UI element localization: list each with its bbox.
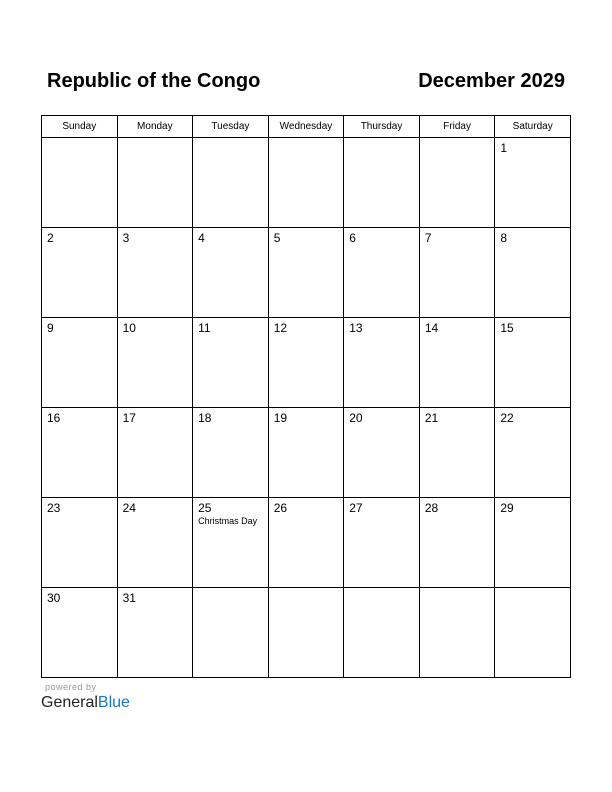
- day-number: 21: [424, 411, 439, 425]
- day-cell: [193, 228, 269, 318]
- powered-by-label: powered by: [45, 682, 97, 692]
- day-number: 18: [198, 411, 212, 425]
- day-cell: [42, 138, 118, 228]
- week-row: [42, 408, 571, 498]
- day-cell: [419, 138, 495, 228]
- holiday-label: Christmas Day: [198, 516, 258, 526]
- day-number: 6: [349, 231, 356, 245]
- day-cell: [495, 228, 571, 318]
- day-number: 1: [500, 141, 508, 155]
- weekday-header: Wednesday: [268, 116, 344, 138]
- day-cell: [117, 408, 193, 498]
- day-number: 24: [122, 501, 136, 515]
- week-row: [42, 228, 571, 318]
- day-cell: [193, 138, 269, 228]
- day-cell: [344, 318, 420, 408]
- weekday-header: Tuesday: [193, 116, 269, 138]
- calendar-grid: [41, 115, 571, 678]
- day-cell: [268, 408, 344, 498]
- day-cell: [495, 408, 571, 498]
- day-number: 27: [349, 501, 363, 515]
- day-number: 15: [500, 321, 514, 335]
- day-cell: [268, 318, 344, 408]
- day-cell: [117, 228, 193, 318]
- day-cell: [193, 408, 269, 498]
- day-cell: [419, 408, 495, 498]
- day-cell: [495, 588, 571, 678]
- weekday-header: Monday: [117, 116, 193, 138]
- weekday-header: Friday: [419, 116, 495, 138]
- country-title: Republic of the Congo: [47, 70, 261, 92]
- day-number: 19: [273, 411, 288, 425]
- day-number: 28: [424, 501, 439, 515]
- day-number: 12: [273, 321, 288, 335]
- day-cell: [495, 318, 571, 408]
- weekday-header: Thursday: [344, 116, 420, 138]
- month-title: December 2029: [418, 70, 565, 92]
- day-cell: [42, 228, 118, 318]
- day-number: 4: [198, 231, 205, 245]
- day-cell: [117, 588, 193, 678]
- day-cell: [193, 318, 269, 408]
- day-number: 5: [273, 231, 281, 245]
- day-cell: [344, 228, 420, 318]
- week-row: [42, 138, 571, 228]
- day-number: 2: [47, 231, 54, 245]
- day-cell: [344, 408, 420, 498]
- weekday-header: Saturday: [495, 116, 571, 138]
- day-cell: [42, 498, 118, 588]
- day-number: 31: [122, 591, 136, 605]
- day-cell: [419, 498, 495, 588]
- day-number: 29: [500, 501, 514, 515]
- day-cell: [344, 588, 420, 678]
- day-cell: [419, 228, 495, 318]
- day-cell: [268, 228, 344, 318]
- day-cell: [42, 408, 118, 498]
- brand-logo: [41, 694, 130, 712]
- day-number: 7: [424, 231, 432, 245]
- day-cell: [268, 138, 344, 228]
- day-number: 10: [122, 321, 136, 335]
- day-cell: [268, 498, 344, 588]
- week-row: [42, 318, 571, 408]
- day-number: 16: [47, 411, 61, 425]
- day-number: 11: [198, 321, 211, 335]
- day-cell: [117, 318, 193, 408]
- day-cell: [193, 588, 269, 678]
- day-cell: [42, 588, 118, 678]
- brand-name-part1: General: [41, 694, 98, 711]
- day-cell: [495, 498, 571, 588]
- day-cell: [117, 138, 193, 228]
- day-number: 26: [273, 501, 288, 515]
- weekday-header-row: [42, 116, 571, 138]
- brand-name-part2: Blue: [97, 694, 130, 711]
- day-cell: [419, 318, 495, 408]
- day-number: 17: [122, 411, 136, 425]
- day-number: 30: [47, 591, 61, 605]
- day-number: 3: [122, 231, 130, 245]
- day-cell: [268, 588, 344, 678]
- week-row: [42, 498, 571, 588]
- day-cell: [344, 498, 420, 588]
- day-number: 23: [47, 501, 61, 515]
- day-cell: [117, 498, 193, 588]
- day-cell: [344, 138, 420, 228]
- day-number: 25: [198, 501, 212, 515]
- day-number: 22: [500, 411, 514, 425]
- day-number: 14: [424, 321, 439, 335]
- day-number: 9: [47, 321, 54, 335]
- day-number: 20: [349, 411, 363, 425]
- day-number: 13: [349, 321, 363, 335]
- day-cell: [42, 318, 118, 408]
- day-cell: [419, 588, 495, 678]
- weekday-header: Sunday: [42, 116, 118, 138]
- day-cell: [193, 498, 269, 588]
- week-row: [42, 588, 571, 678]
- day-number: 8: [500, 231, 508, 245]
- day-cell: [495, 138, 571, 228]
